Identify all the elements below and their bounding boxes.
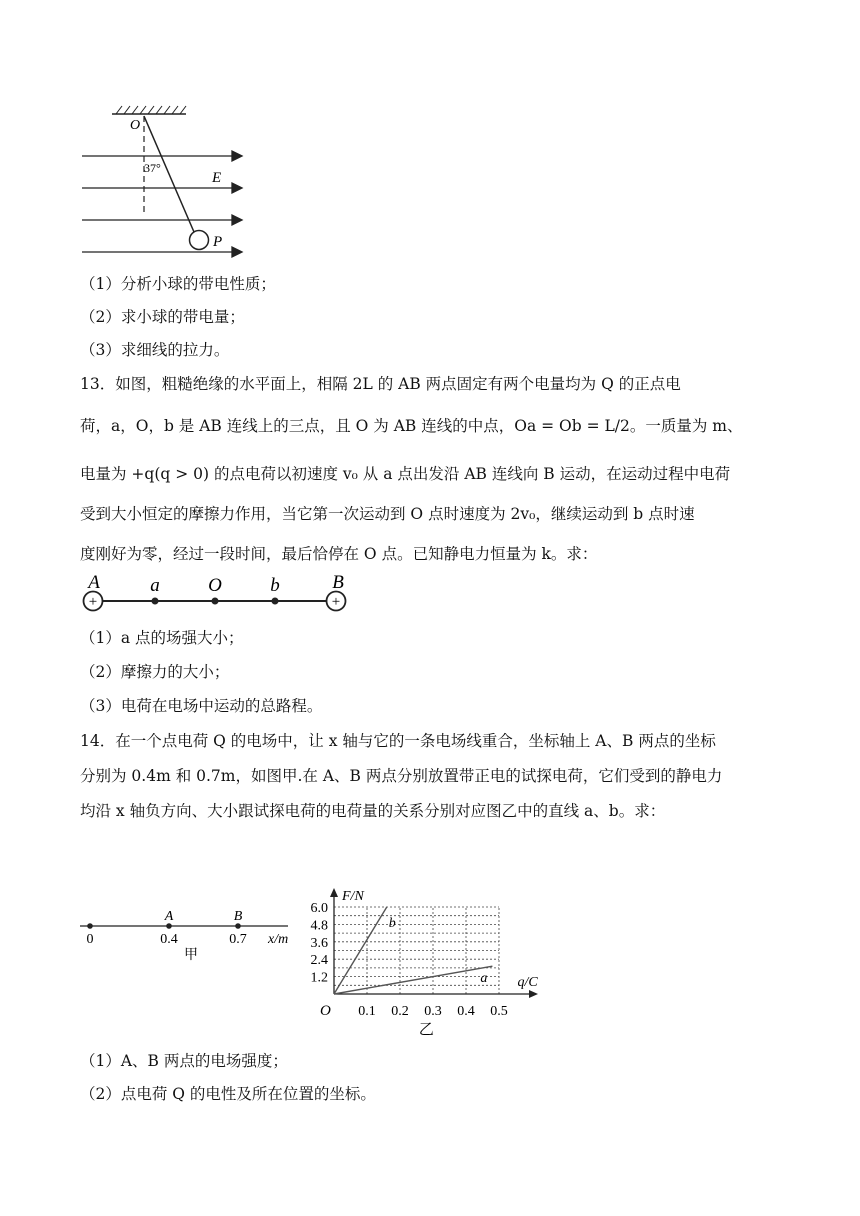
q13-sub2: （2）摩擦力的大小； (80, 663, 230, 681)
q14-fig-jia (78, 900, 308, 970)
x-tick-label: 0.3 (424, 1004, 442, 1019)
q14-chart-yi (298, 822, 550, 1042)
label-p: P (213, 234, 223, 250)
ball-icon (190, 231, 209, 250)
y-axis-arrow (330, 888, 338, 897)
jia-point-B: B (233, 909, 243, 924)
q13-sub3: （3）电荷在电场中运动的总路程。 (80, 697, 323, 715)
q14-sub1: （1）A、B 两点的电场强度； (80, 1052, 288, 1070)
jia-point-A: A (164, 909, 174, 924)
fig-label-A: A (88, 572, 100, 593)
q13-sub1: （1）a 点的场强大小； (80, 629, 244, 647)
chart-caption: 乙 (418, 1022, 434, 1038)
fig-label-O: O (208, 575, 222, 596)
x-tick-label: 0.4 (457, 1004, 475, 1019)
series-line-a (334, 966, 492, 994)
label-e: E (212, 170, 222, 186)
jia-tick-07: 0.7 (229, 932, 247, 947)
origin-label: O (320, 1003, 331, 1019)
svg-text:+: + (88, 594, 98, 610)
q14-line1: 14．在一个点电荷 Q 的电场中，让 x 轴与它的一条电场线重合，坐标轴上 A、B 两点的坐标 (80, 732, 716, 750)
jia-tick-04: 0.4 (160, 932, 178, 947)
fig-label-b: b (270, 575, 280, 596)
q14-sub2: （2）点电荷 Q 的电性及所在位置的坐标。 (80, 1085, 376, 1103)
y-tick-label: 6.0 (310, 901, 328, 916)
y-axis-label: F/N (342, 888, 364, 904)
q13-line4: 受到大小恒定的摩擦力作用，当它第一次运动到 O 点时速度为 2v₀，继续运动到 b 点时速 (80, 505, 695, 523)
q12-sub3: （3）求细线的拉力。 (80, 341, 230, 359)
x-tick-label: 0.5 (490, 1004, 508, 1019)
q13-line5: 度刚好为零，经过一段时间，最后恰停在 O 点。已知静电力恒量为 k。求： (80, 545, 598, 563)
q12-sub2: （2）求小球的带电量； (80, 308, 245, 326)
fig-label-a: a (150, 575, 160, 596)
label-o: O (130, 118, 141, 133)
x-tick-label: 0.2 (391, 1004, 409, 1019)
x-tick-label: 0.1 (358, 1004, 376, 1019)
y-tick-label: 3.6 (310, 935, 328, 951)
svg-text:+: + (331, 594, 341, 610)
x-axis-label: q/C (517, 975, 538, 990)
y-tick-label: 4.8 (310, 918, 328, 934)
q14-line2: 分别为 0.4m 和 0.7m，如图甲.在 A、B 两点分别放置带正电的试探电荷，它们受到的静电力 (80, 767, 723, 785)
jia-caption: 甲 (184, 948, 198, 963)
q13-line3: 电量为 +q(q > 0) 的点电荷以初速度 v₀ 从 a 点出发沿 AB 连线向 B 运动，在运动过程中电荷 (80, 465, 731, 483)
q13-line2: 荷，a，O，b 是 AB 连线上的三点，且 O 为 AB 连线的中点，Oa = Ob = L/2。一质量为 m、 (80, 417, 743, 435)
x-axis-arrow (529, 990, 538, 998)
q12-sub1: （1）分析小球的带电性质； (80, 275, 276, 293)
q14-line3: 均沿 x 轴负方向、大小跟试探电荷的电荷量的关系分别对应图乙中的直线 a、b。求： (80, 802, 666, 820)
fig-label-B: B (332, 572, 344, 593)
q13-line1: 13．如图，粗糙绝缘的水平面上，相隔 2L 的 AB 两点固定有两个电量均为 Q 的正点电 (80, 375, 681, 393)
series-label-a: a (480, 971, 488, 987)
y-tick-label: 2.4 (310, 953, 328, 969)
q12-pendulum-figure (78, 100, 253, 260)
angle-label: 37° (144, 161, 161, 175)
series-label-b: b (388, 916, 396, 931)
q13-charges-figure (78, 572, 358, 618)
jia-tick-0: 0 (86, 932, 94, 947)
jia-axis-label: x/m (268, 932, 289, 947)
y-tick-label: 1.2 (310, 970, 328, 986)
